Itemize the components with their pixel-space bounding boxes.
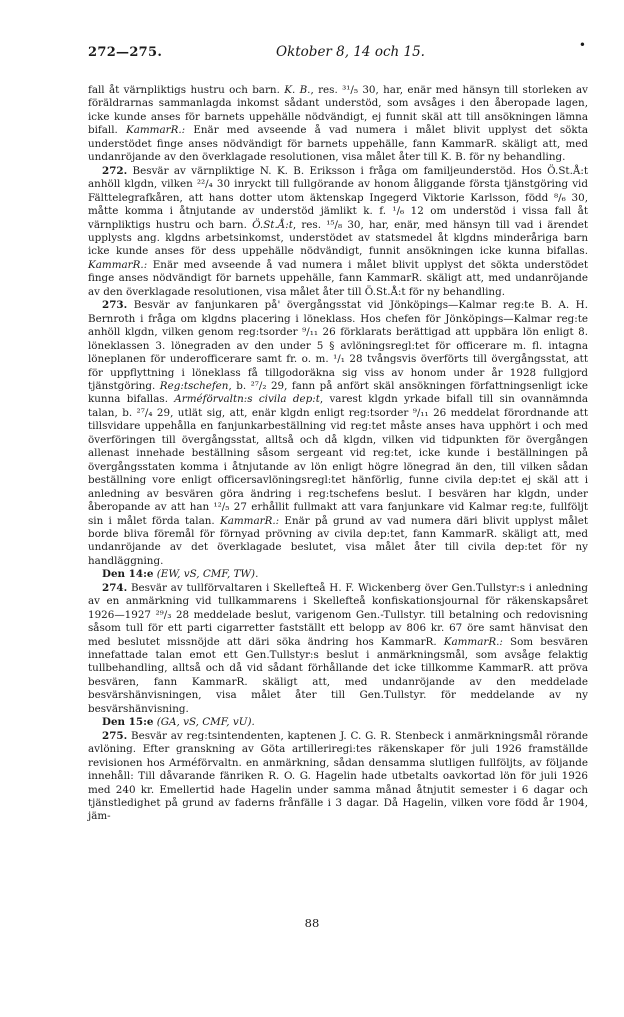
italic-text: KammarR.: [219, 514, 280, 527]
italic-text: (GA, vS, CMF, vU). [153, 716, 255, 729]
date-label: Den 15:e [102, 716, 154, 729]
text-run: Enär på grund av vad numera däri blivit upplyst målet borde bliva föremål för förnyad prövning av civila dep:tet, fann KammarR. skäligt att, med undanröjande av det överklagade beslutet, visa målet åter till civila dep:tet för ny handläggning. [88, 514, 589, 567]
italic-text: K. B. [284, 84, 311, 96]
case-number: 272. [102, 164, 128, 177]
margin-mark: • [578, 38, 586, 52]
text-run: , b. ²⁷/₂ 29, fann på anfört skäl ansökningen författningsenligt icke kunna bifallas. [88, 379, 588, 406]
italic-text: KammarR.: [125, 124, 186, 137]
page-range: 272—275. [88, 45, 163, 60]
text-run: , varest klgdn yrkade bifall till sin ovannämnda talan, b. ²⁷/₄ 29, utlät sig, att, enär klgdn enligt reg:tsorder ⁹/₁₁ 26 meddelat förordnande att tillsvidare uppehålla en fanjunkarbeställning vid reg:tet måste anses hava upphört i och med överföringen till övergångsstat, alltså och då klgdn, vilken vid tidpunkten för övergången allenast innehade beställning såsom sergeant vid reg:tet, icke kunde i beställningen på övergångsstaten komma i åtnjutande av lön enligt högre lönegrad än den, till vilken sådan beställning vore enligt officersavlöningsregl:tet hänförlig, funne civila dep:tet ej skäl att i anledning av besvären göra ändring i reg:tschefens beslut. I besvären har klgdn, under åberopande av att han ¹²/₅ 27 erhållit fullmakt att vara fanjunkare vid Kalmar reg:te, fullföljt sin i målet förda talan. [88, 393, 588, 527]
italic-text: (EW, vS, CMF, TW). [153, 568, 259, 581]
paragraph [88, 165, 588, 300]
text-run: , res. ¹⁵/₈ 30, har, enär, med hänsyn till vad i ärendet upplysts ang. klgdns arbetsinkomst, understödet av statsmedel åt klgdns minderåriga barn icke kunde anses för dess uppehälle nödvändigt, funnit ansökningen icke kunna bifallas. [88, 218, 588, 258]
date-heading [88, 568, 588, 581]
paragraph [88, 84, 588, 165]
italic-text: Arméförvaltn:s civila dep:t [174, 393, 320, 406]
text-run: , res. ³¹/₅ 30, har, enär med hänsyn till storleken av föräldrarnas sammanlagda inkomst sådant understöd, som avsåges i den åberopade lagen, icke kunde anses för barnets uppehälle nödvändigt, ej funnit skäl att till ansökningen lämna bifall. [88, 84, 588, 137]
header-title: Oktober 8, 14 och 15. [276, 44, 425, 60]
document-body [88, 84, 588, 824]
text-run: Besvär av reg:tsintendenten, kaptenen J. C. G. R. Stenbeck i anmärkningsmål rörande avlöning. Efter granskning av Göta artilleriregi:tes räkenskaper för juli 1926 framställde revisionen hos Arméförvaltn. en anmärkning, sådan densamma slutligen fullföljts, av följande innehåll: Till dåvarande fänriken R. O. G. Hagelin hade utbetalts oavkortad lön för juli 1926 med 240 kr. Emellertid hade Hagelin under samma månad åtnjutit semester i 6 dagar och tjänstledighet på grund av faderns frånfälle i 3 dagar. Då Hagelin, vilken vore född år 1904, jäm- [88, 729, 588, 823]
page-number: 88 [304, 916, 320, 930]
running-header [88, 38, 588, 66]
paragraph [88, 582, 588, 717]
text-run: Besvär av fanjunkaren på' övergångsstat vid Jönköpings—Kalmar reg:te B. A. H. Bernroth i fråga om klgdns placering i löneklass. Hos chefen för Jönköpings—Kalmar reg:te anhöll klgdn, vilken genom reg:tsorder ⁹/₁₁ 26 förklarats berättigad att uppbära lön enligt 8. löneklassen 3. lönegraden av den under 5 § avlöningsregl:tet för officerare m. fl. intagna löneplanen för underofficerare samt fr. o. m. ¹/₁ 28 tvångsvis överförts till övergångsstat, att för uppflyttning i löneklass få tillgodoräkna sig viss av honom under år 1928 fullgjord tjänstgöring. [88, 299, 588, 392]
case-number: 274. [102, 581, 128, 594]
text-run: Besvär av tullförvaltaren i Skellefteå H. F. Wickenberg över Gen.Tullstyr:s i anledning av en anmärkning vid tullkammarens i Skellefteå konfiskationsjournal för räkenskapsåret 1926—1927 ²⁹/₃ 28 meddelade beslut, varigenom Gen.-Tullstyr. till betalning och redovisning såsom tull för ett parti cigarretter fastställt ett belopp av 806 kr. 67 öre samt hänvisat den med beslutet missnöjde att däri söka ändring hos KammarR. [88, 581, 588, 648]
document-page [88, 38, 589, 824]
date-label: Den 14:e [102, 568, 154, 581]
italic-text: KammarR.: [443, 635, 503, 648]
text-run: Enär med avseende å vad numera i målet blivit upplyst det sökta understödet finge anses nödvändigt för barnets uppehälle, fann KammarR. skäligt att, med undanröjande av den överklagade resolutionen, visa målet åter till K. B. för ny behandling. [88, 124, 588, 164]
text-run: Besvär av värnpliktige N. K. B. Eriksson i fråga om familjeunderstöd. Hos Ö.St.Å:t anhöll klgdn, vilken ²²/₄ 30 inryckt till fullgörande av honom åliggande första tjänstgöring vid Fälttelegrafkåren, att hans dotter utom äktenskap Ingegerd Viktorie Karlsson, född ⁸/₆ 30, måtte komma i åtnjutande av understöd jämlikt k. f. ¹/₆ 12 om understöd i vissa fall åt värnpliktigs hustru och barn. [88, 164, 588, 231]
italic-text: Reg:tschefen [159, 379, 229, 392]
date-heading [88, 716, 588, 729]
paragraph [88, 299, 588, 568]
text-run: Enär med avseende å vad numera i målet blivit upplyst det sökta understödet finge anses nödvändigt för barnets uppehälle, fann KammarR. skäligt att, med undanröjande av den överklagade resolutionen, visa målet åter till Ö.St.Å:t för ny behandling. [88, 258, 588, 298]
text-run: fall åt värnpliktigs hustru och barn. [88, 84, 285, 96]
case-number: 275. [102, 729, 128, 742]
italic-text: KammarR.: [88, 258, 148, 271]
text-run: Som besvären innefattade talan emot ett Gen.Tullstyr:s beslut i anmärkningsmål, som avsåge felaktig tullbehandling, alltså och då vid sådant förhållande det icke tillkomme KammarR. att pröva besvären, fann KammarR. skäligt att, med undanröjande av den meddelade besvärshänvisningen, visa målet åter till Gen.Tullstyr. för meddelande av ny besvärshänvisning. [88, 635, 588, 715]
case-number: 273. [102, 299, 128, 312]
italic-text: Ö.St.Å:t [252, 218, 293, 231]
paragraph [88, 730, 588, 824]
